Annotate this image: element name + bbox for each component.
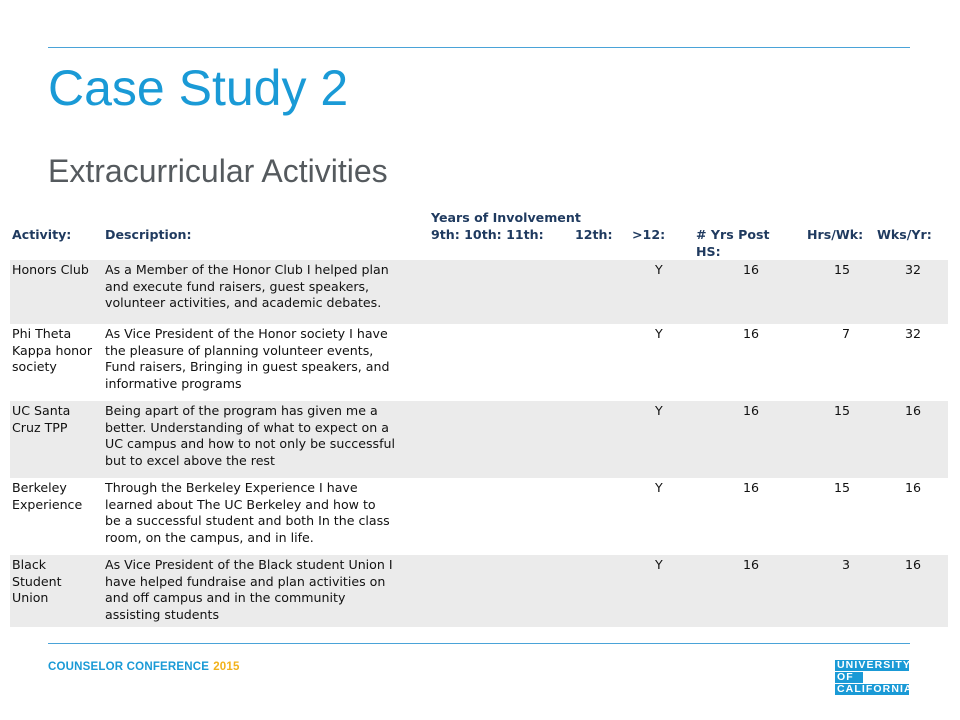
description-cell: the pleasure of planning volunteer events, [105, 342, 374, 358]
description-cell: have helped fundraise and plan activities on [105, 573, 386, 589]
wks-yr-cell: 32 [904, 262, 921, 277]
activity-cell: Phi Theta [12, 326, 72, 341]
logo-line-of: OF [835, 672, 863, 683]
header-yrs-post-line1: # Yrs Post [696, 227, 770, 242]
description-cell: As a Member of the Honor Club I helped plan [105, 262, 389, 277]
university-logo [835, 659, 913, 696]
activity-cell: Experience [12, 496, 83, 512]
description-cell: and execute fund raisers, guest speakers, [105, 278, 370, 294]
table-header [10, 205, 948, 260]
activity-cell: UC Santa [12, 403, 71, 418]
description-cell: volunteer activities, and academic debates. [105, 295, 382, 310]
activity-cell: Cruz TPP [12, 419, 68, 435]
activity-cell: Kappa honor [12, 342, 93, 358]
description-cell: better. Understanding of what to expect on a [105, 419, 389, 435]
wks-yr-cell: 16 [904, 480, 921, 495]
yrs-post-cell: 16 [743, 403, 760, 418]
header-years-of-involvement: Years of Involvement [431, 210, 581, 225]
gt12-cell: Y [655, 557, 663, 572]
hrs-wk-cell: 15 [833, 480, 850, 495]
hrs-wk-cell: 15 [833, 262, 850, 277]
table-row [10, 401, 948, 478]
wks-yr-cell: 32 [904, 326, 921, 341]
footer-conference: COUNSELOR CONFERENCE [48, 661, 210, 673]
hrs-wk-cell: 3 [841, 557, 850, 572]
table-row [10, 324, 948, 401]
gt12-cell: Y [655, 262, 663, 277]
table-row [10, 555, 948, 627]
footer-year: 2015 [213, 661, 240, 673]
top-divider [48, 47, 910, 48]
bottom-divider [48, 643, 910, 644]
description-cell: Through the Berkeley Experience I have [105, 480, 358, 495]
yrs-post-cell: 16 [743, 262, 760, 277]
header-yrs-post-line2: HS: [696, 244, 721, 259]
activity-cell: Black [12, 557, 47, 572]
header-12th: 12th: [575, 227, 613, 242]
hrs-wk-cell: 7 [841, 326, 850, 341]
yrs-post-cell: 16 [743, 557, 760, 572]
description-cell: room, on the campus, and in life. [105, 529, 314, 545]
table-row [10, 260, 948, 324]
description-cell: Fund raisers, Bringing in guest speakers, and [105, 359, 390, 374]
header-grades: 9th: 10th: 11th: [431, 227, 544, 242]
activity-cell: society [12, 359, 57, 374]
gt12-cell: Y [655, 480, 663, 495]
description-cell: and off campus and in the community [105, 590, 346, 605]
wks-yr-cell: 16 [904, 403, 921, 418]
header-wks-yr: Wks/Yr: [877, 227, 932, 242]
logo-line-california: CALIFORNIA [837, 683, 913, 695]
activity-cell: Honors Club [12, 262, 89, 277]
header-activity: Activity: [12, 227, 72, 242]
table-row [10, 478, 948, 555]
description-cell: informative programs [105, 375, 242, 391]
description-cell: UC campus and how to not only be successful [105, 436, 395, 451]
description-cell: assisting students [105, 606, 220, 622]
slide-title: Case Study 2 [48, 60, 349, 116]
yrs-post-cell: 16 [743, 326, 760, 341]
header-gt12: >12: [632, 227, 666, 242]
wks-yr-cell: 16 [904, 557, 921, 572]
slide-subtitle: Extracurricular Activities [48, 153, 388, 189]
description-cell: but to excel above the rest [105, 452, 275, 468]
description-cell: As Vice President of the Black student Union I [105, 557, 393, 572]
logo-line-university: UNIVERSITY [837, 659, 912, 671]
activity-cell: Berkeley [12, 480, 67, 495]
footer-label [48, 661, 240, 673]
yrs-post-cell: 16 [743, 480, 760, 495]
header-description: Description: [105, 227, 192, 242]
activity-cell: Student [12, 573, 62, 589]
gt12-cell: Y [655, 326, 663, 341]
description-cell: Being apart of the program has given me a [105, 403, 378, 418]
header-hrs-wk: Hrs/Wk: [807, 227, 864, 242]
description-cell: learned about The UC Berkeley and how to [105, 496, 376, 512]
description-cell: be a successful student and both In the class [105, 513, 390, 528]
gt12-cell: Y [655, 403, 663, 418]
description-cell: As Vice President of the Honor society I have [105, 326, 388, 341]
activity-cell: Union [12, 590, 49, 605]
hrs-wk-cell: 15 [833, 403, 850, 418]
